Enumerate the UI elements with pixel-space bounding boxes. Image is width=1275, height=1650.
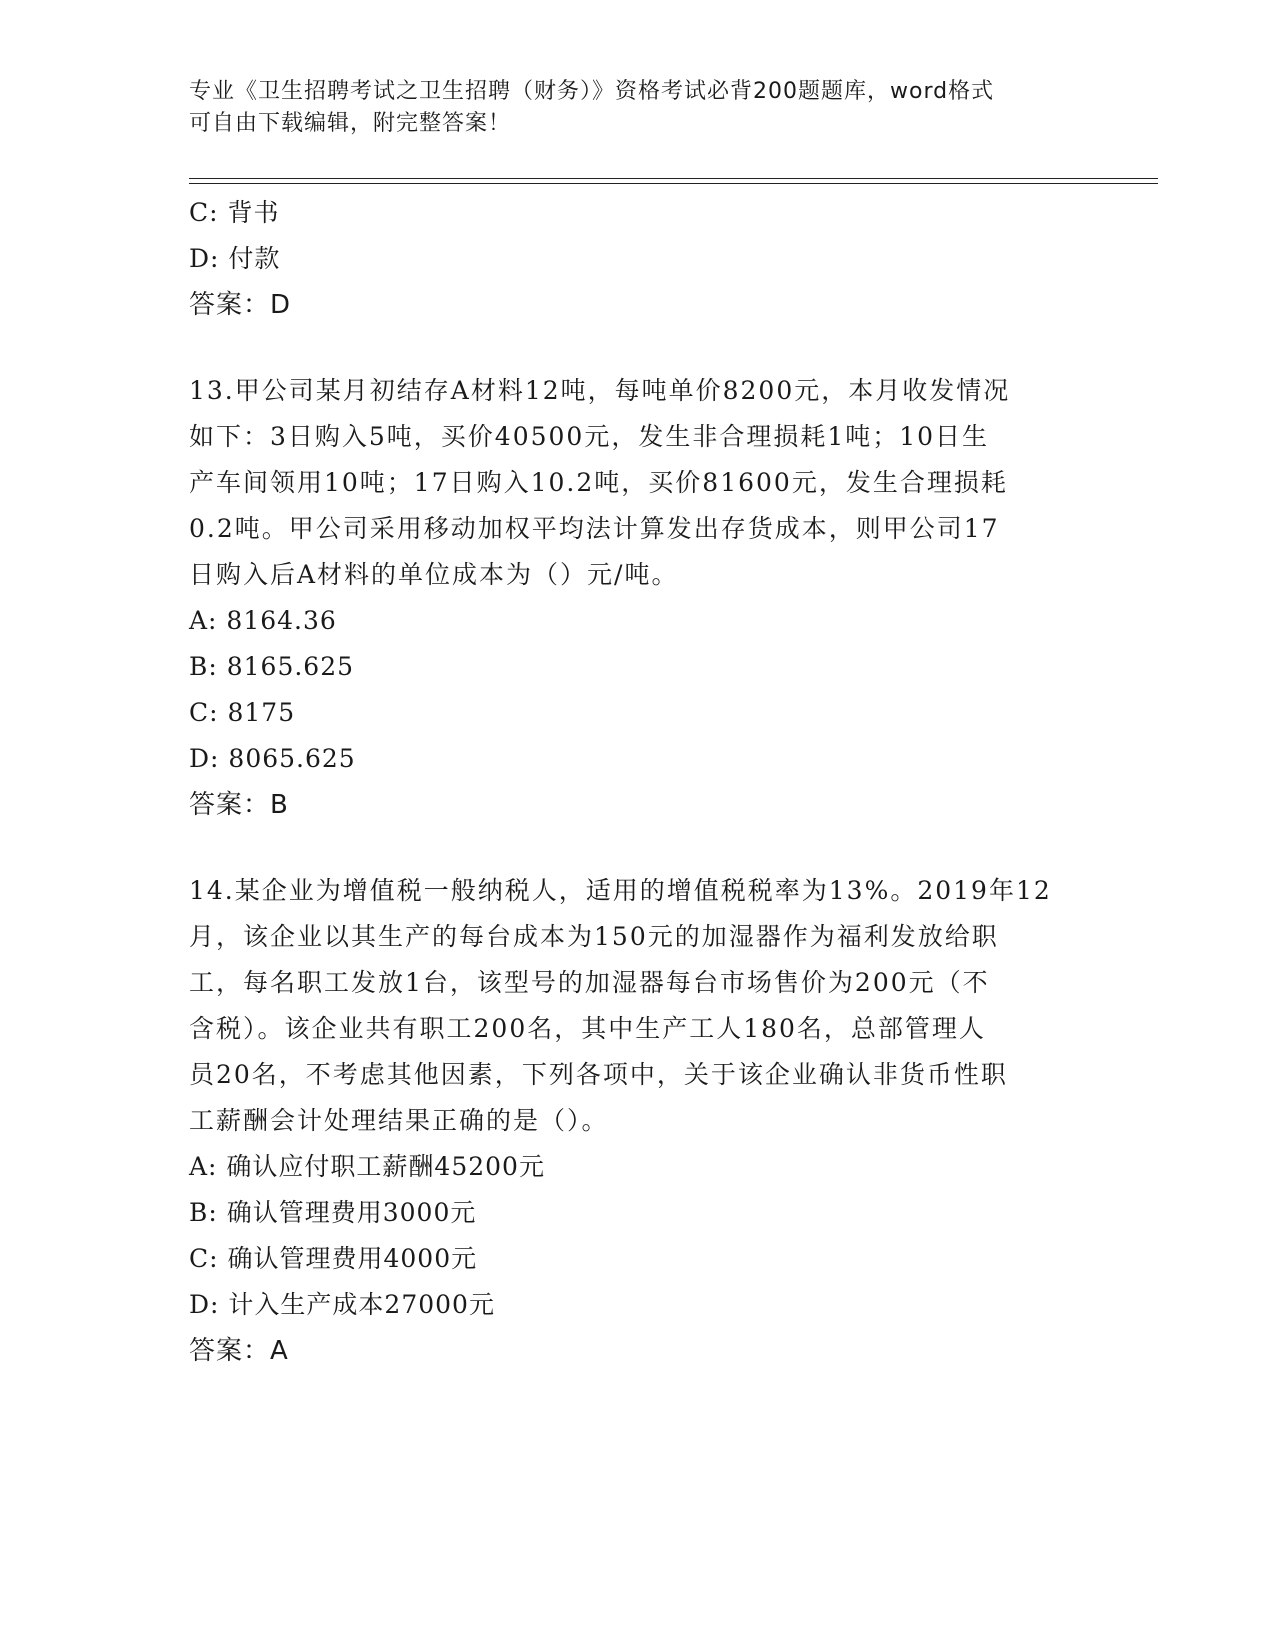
option-d: D: 计入生产成本27000元	[189, 1290, 495, 1319]
question-text-line: 工薪酬会计处理结果正确的是（）。	[189, 1106, 609, 1135]
header-line-1: 专业《卫生招聘考试之卫生招聘（财务）》资格考试必背200题题库，word格式	[189, 79, 995, 104]
answer: 答案：A	[189, 1336, 289, 1366]
question-text-line: 员20名，不考虑其他因素，下列各项中，关于该企业确认非货币性职	[189, 1060, 1008, 1089]
option-b: B: 8165.625	[189, 652, 355, 681]
option-a: A: 确认应付职工薪酬45200元	[189, 1152, 545, 1181]
header-divider-bottom	[189, 183, 1158, 184]
prev-question-block	[189, 190, 1089, 328]
option-c: C: 确认管理费用4000元	[189, 1244, 478, 1273]
header-divider-top	[189, 178, 1158, 179]
answer: 答案：D	[189, 290, 292, 320]
question-text-line: 产车间领用10吨；17日购入10.2吨，买价81600元，发生合理损耗	[189, 468, 1008, 497]
question-text-line: 含税）。该企业共有职工200名，其中生产工人180名，总部管理人	[189, 1014, 986, 1043]
answer: 答案：B	[189, 790, 289, 820]
option-d: D: 付款	[189, 244, 281, 273]
question-text-line: 13.甲公司某月初结存A材料12吨，每吨单价8200元，本月收发情况	[189, 376, 1011, 405]
option-c: C: 8175	[189, 698, 296, 727]
question-text-line: 工，每名职工发放1台，该型号的加湿器每台市场售价为200元（不	[189, 968, 990, 997]
document-header	[189, 76, 1069, 140]
question-text-line: 日购入后A材料的单位成本为（）元/吨。	[189, 560, 679, 589]
option-d: D: 8065.625	[189, 744, 356, 773]
question-14	[189, 868, 1089, 1374]
question-text-line: 14.某企业为增值税一般纳税人，适用的增值税税率为13%。2019年12	[189, 876, 1052, 905]
question-13	[189, 368, 1089, 828]
document-body	[189, 190, 1089, 1374]
option-a: A: 8164.36	[189, 606, 337, 635]
question-text-line: 0.2吨。甲公司采用移动加权平均法计算发出存货成本，则甲公司17	[189, 514, 1000, 543]
question-text-line: 如下：3日购入5吨，买价40500元，发生非合理损耗1吨；10日生	[189, 422, 990, 451]
option-c: C: 背书	[189, 198, 280, 227]
header-line-2: 可自由下载编辑，附完整答案！	[189, 111, 512, 136]
question-text-line: 月，该企业以其生产的每台成本为150元的加湿器作为福利发放给职	[189, 922, 999, 951]
option-b: B: 确认管理费用3000元	[189, 1198, 477, 1227]
